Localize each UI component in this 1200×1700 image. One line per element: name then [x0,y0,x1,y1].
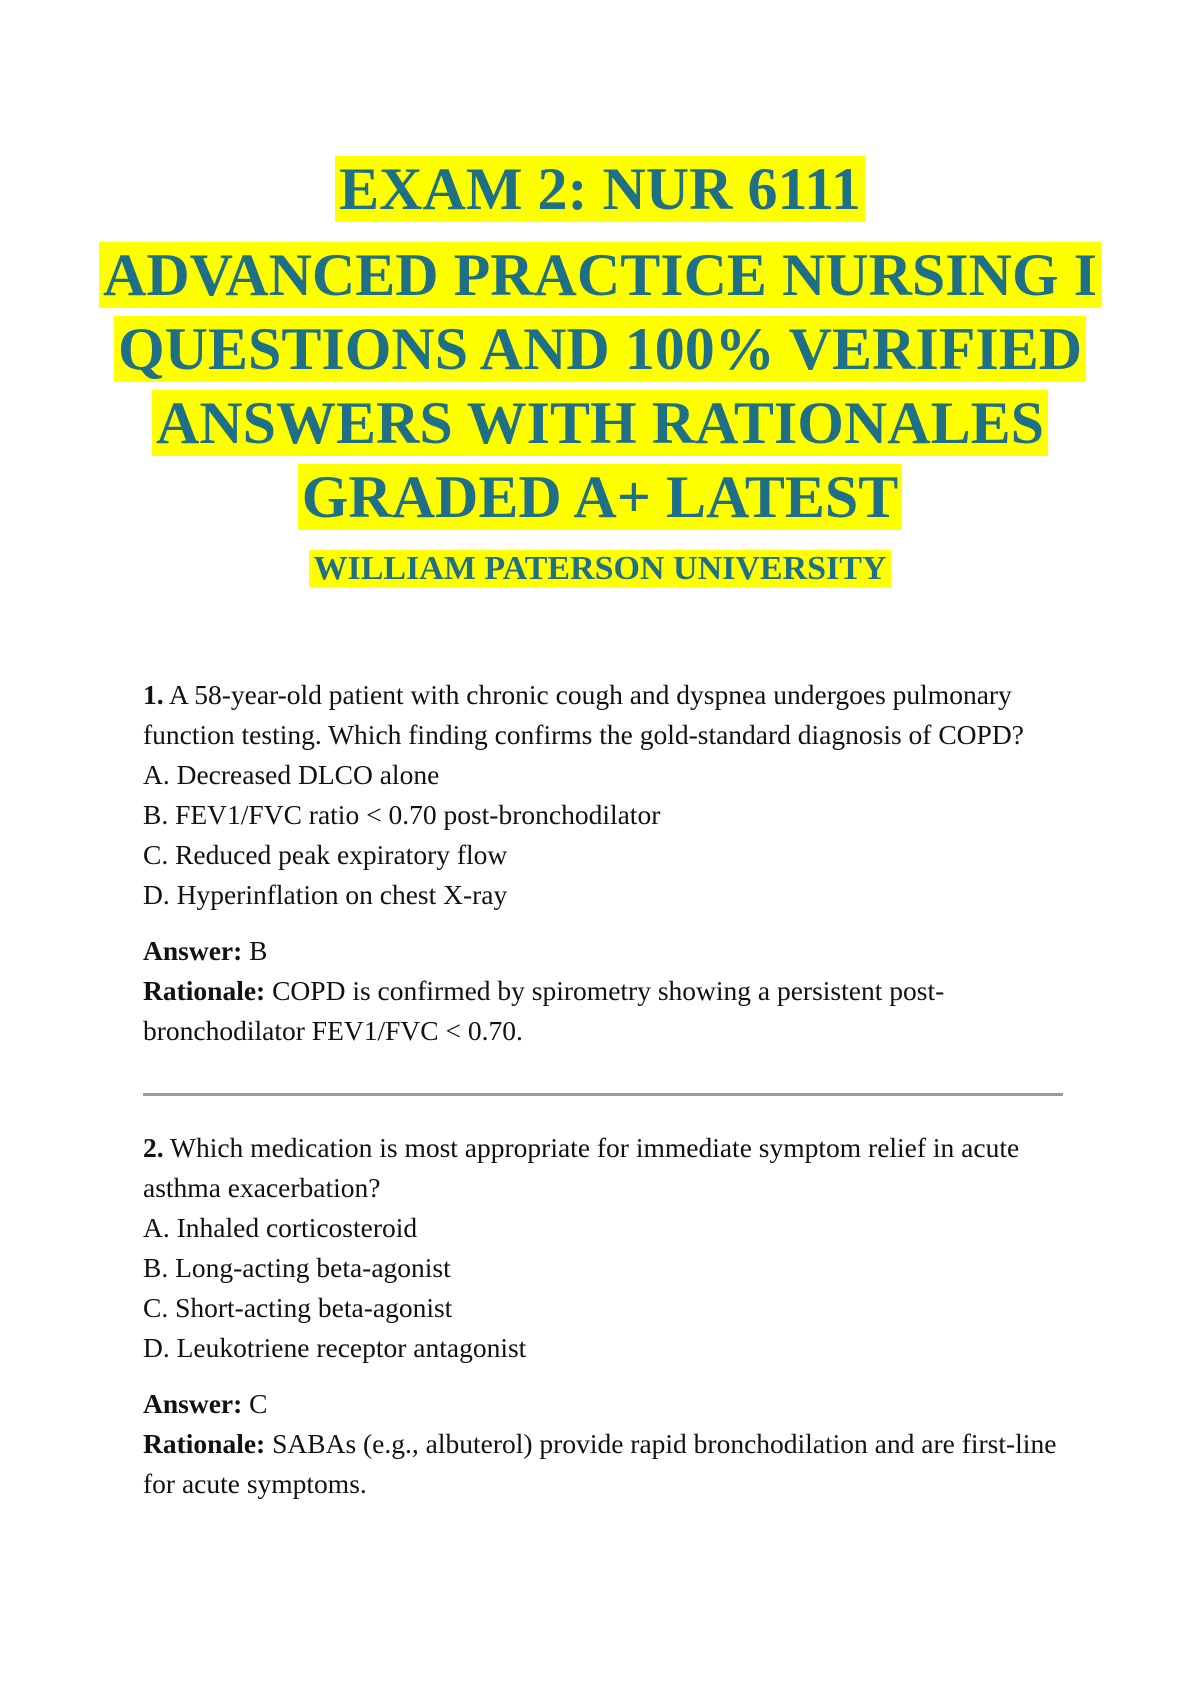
answer-line: Answer: B [143,935,268,966]
option-a: A. Inhaled corticosteroid [143,1212,418,1243]
rationale-line: Rationale: SABAs (e.g., albuterol) provide rapid bronchodilation and are first-line for acute symptoms. [143,1428,1057,1499]
question-stem: 1. A 58-year-old patient with chronic cough and dyspnea undergoes pulmonary function testing. Which finding confirms the gold-standard diagnosis of COPD? [143,679,1024,750]
question-stem: 2. Which medication is most appropriate for immediate symptom relief in acute asthma exacerbation? [143,1132,1020,1203]
question-2 [143,1128,1063,1504]
rationale-line: Rationale: COPD is confirmed by spirometry showing a persistent post-bronchodilator FEV1/FVC < 0.70. [143,975,945,1046]
exam-subtitle [0,238,1200,534]
option-d: D. Hyperinflation on chest X-ray [143,879,508,910]
option-a: A. Decreased DLCO alone [143,759,440,790]
question-number: 1. [143,679,164,710]
question-1 [143,675,1063,1051]
subtitle-line-1: ADVANCED PRACTICE NURSING I [0,238,1200,312]
option-c: C. Reduced peak expiratory flow [143,839,508,870]
option-b: B. FEV1/FVC ratio < 0.70 post-bronchodilator [143,799,661,830]
option-b: B. Long-acting beta-agonist [143,1252,451,1283]
question-number: 2. [143,1132,164,1163]
subtitle-line-3: ANSWERS WITH RATIONALES [0,386,1200,460]
exam-title: EXAM 2: NUR 6111 [0,152,1200,226]
option-c: C. Short-acting beta-agonist [143,1292,453,1323]
question-divider [143,1093,1063,1096]
questions-content [143,675,1063,1504]
option-d: D. Leukotriene receptor antagonist [143,1332,527,1363]
answer-line: Answer: C [143,1388,268,1419]
subtitle-line-2: QUESTIONS AND 100% VERIFIED [0,312,1200,386]
title-block [0,152,1200,590]
answer-block [143,1384,1063,1504]
answer-block [143,931,1063,1051]
subtitle-line-4: GRADED A+ LATEST [0,460,1200,534]
university-name: WILLIAM PATERSON UNIVERSITY [0,548,1200,590]
